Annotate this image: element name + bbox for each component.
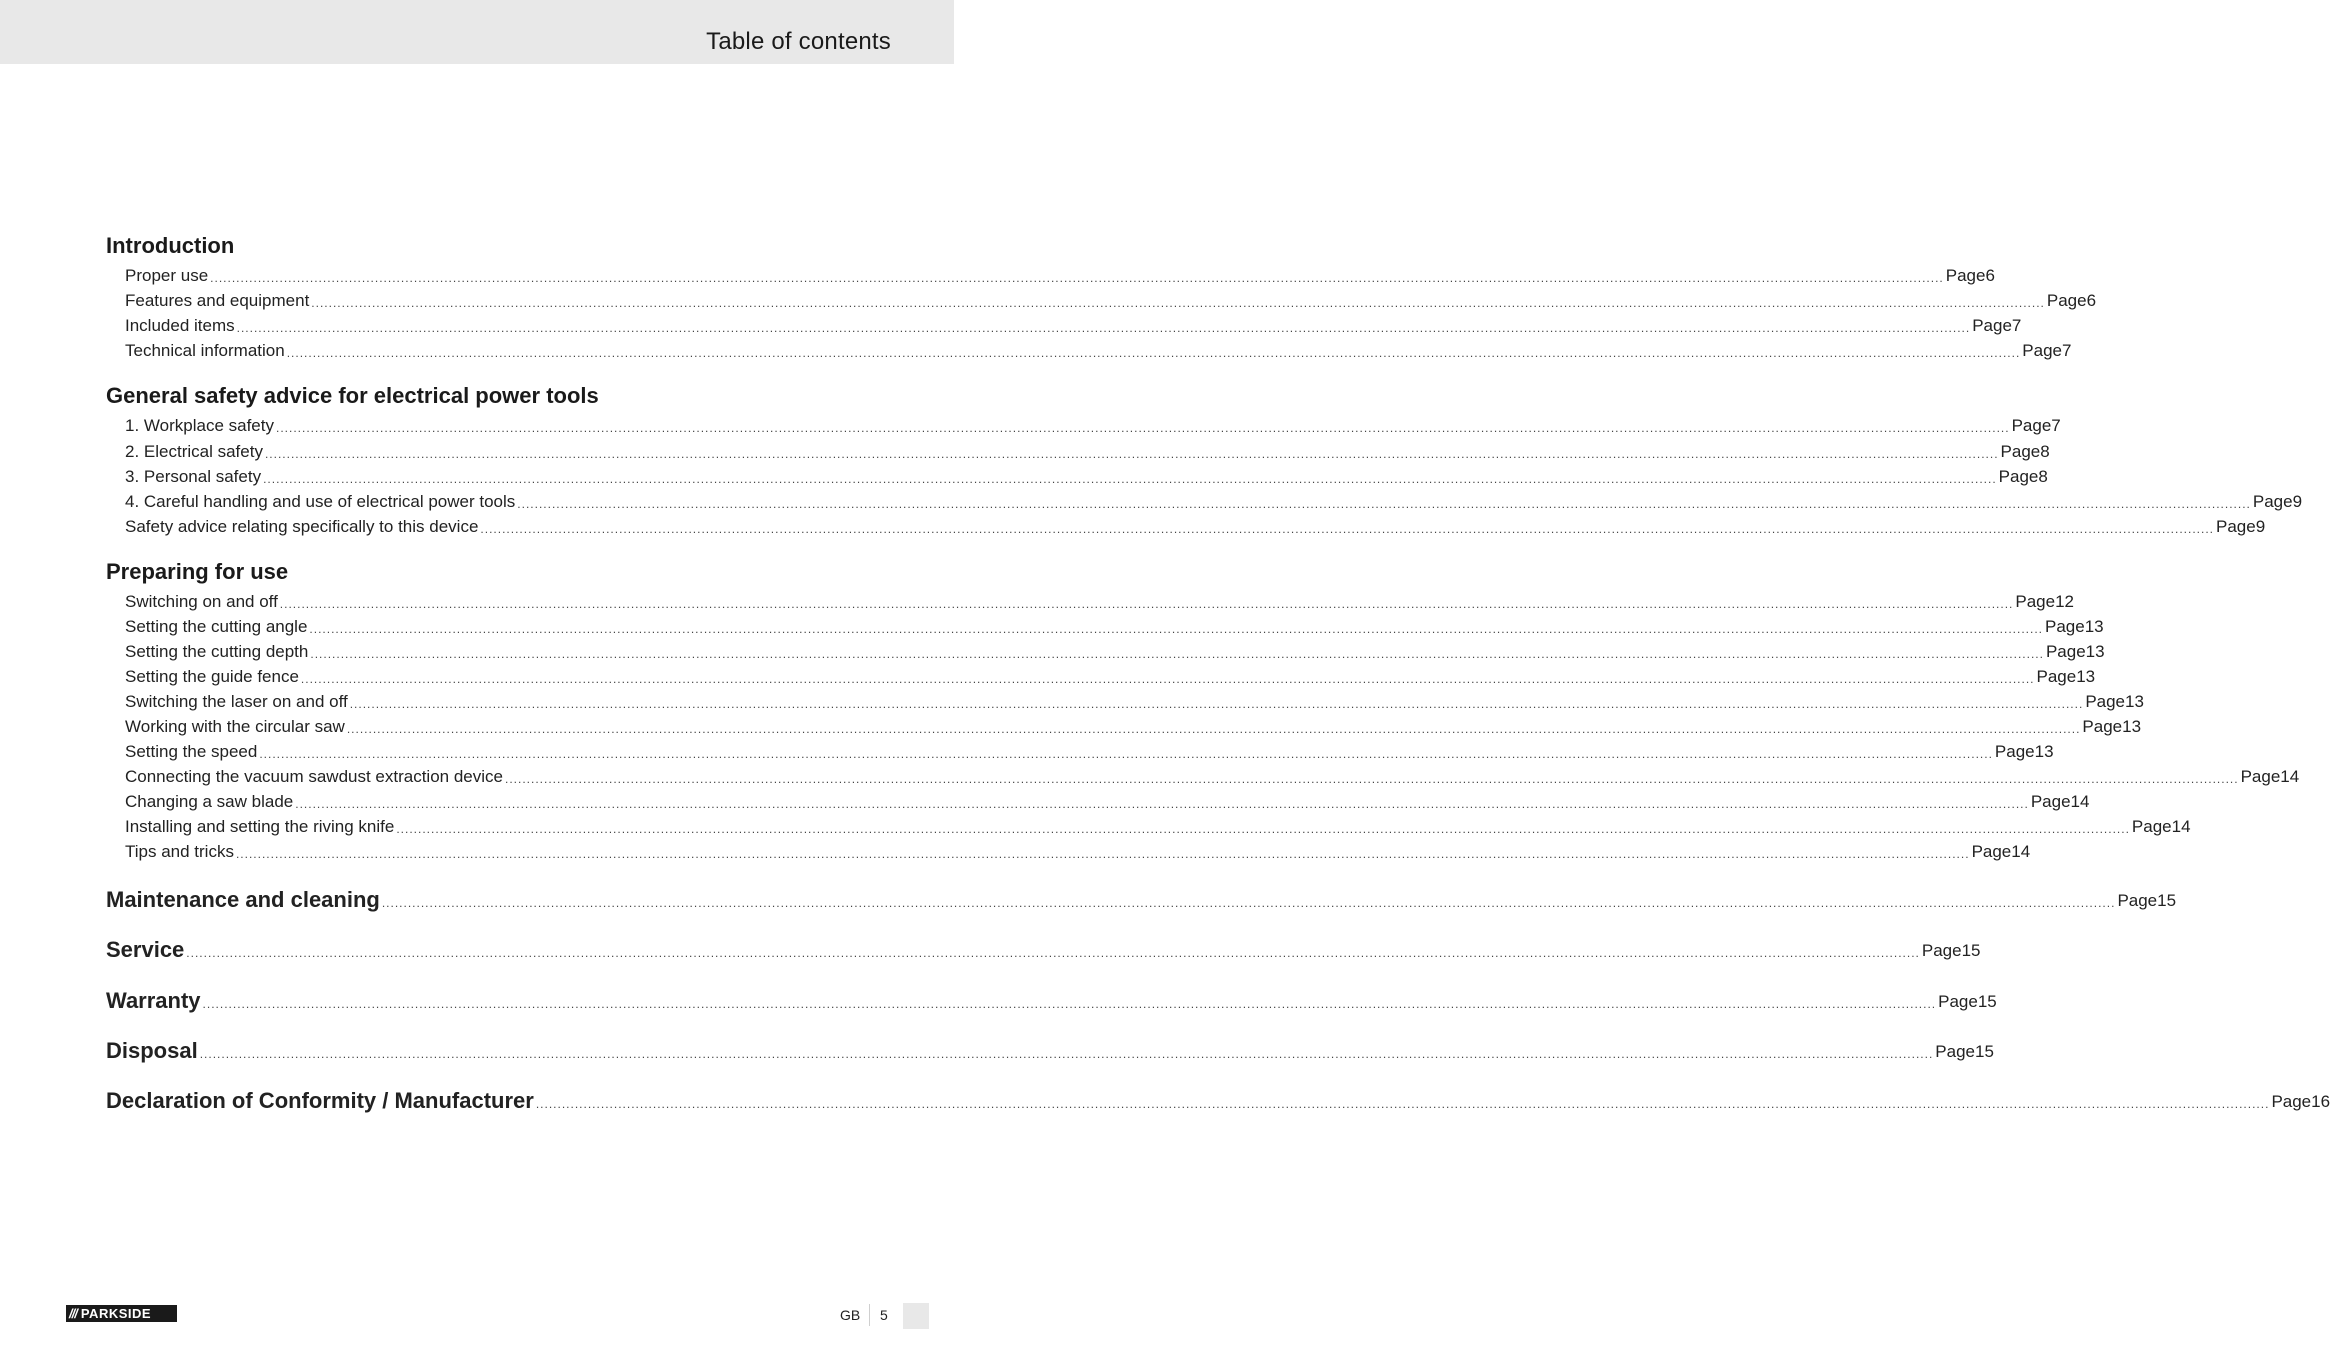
entry-page-number: 6	[1985, 266, 1995, 285]
main-entry-label: Warranty	[106, 988, 201, 1013]
section-title-preparing-for-use: Preparing for use	[106, 559, 289, 584]
dot-leader: ................................................................................................................................................................................................................................................................................................................................................................................................................	[286, 346, 2021, 360]
entry-label: Tips and tricks	[125, 842, 234, 861]
main-entry-label: Declaration of Conformity / Manufacturer	[106, 1088, 534, 1113]
page-number: 5	[880, 1307, 888, 1323]
entry-page-number: 13	[2085, 642, 2105, 661]
page-word: Page	[1938, 992, 1978, 1011]
dot-leader: ................................................................................................................................................................................................................................................................................................................................................................................................................	[381, 896, 2116, 910]
entry-page-number: 13	[2034, 742, 2054, 761]
entry-page-number: 15	[2157, 891, 2177, 910]
entry-label: 2. Electrical safety	[125, 442, 263, 461]
toc-entry[interactable]	[125, 813, 2191, 837]
entry-page-number: 9	[2292, 492, 2303, 511]
toc-entry[interactable]	[125, 688, 2144, 712]
page-word: Page	[2117, 891, 2158, 910]
entry-page-number: 7	[2062, 341, 2072, 360]
main-entry-label: Maintenance and cleaning	[106, 887, 380, 912]
entry-page-number: 13	[2125, 692, 2144, 711]
dot-leader: ................................................................................................................................................................................................................................................................................................................................................................................................................	[517, 497, 2251, 511]
section-title-general-safety: General safety advice for electrical power tools	[106, 383, 599, 408]
entry-label: Working with the circular saw	[125, 717, 345, 736]
toc-entry[interactable]	[125, 763, 2300, 787]
toc-entry[interactable]	[125, 613, 2104, 637]
toc-entry[interactable]	[125, 412, 2061, 436]
toc-main-entry[interactable]	[106, 933, 1981, 963]
page-word: Page	[2085, 692, 2126, 711]
page-word: Page	[1998, 467, 2039, 486]
page-word: Page	[2131, 817, 2172, 836]
entry-page-number: 13	[2076, 667, 2096, 686]
toc-entry[interactable]	[125, 312, 2022, 336]
entry-page-number: 14	[2011, 842, 2031, 861]
entry-page-number: 16	[2311, 1092, 2330, 1111]
page-word: Page	[2015, 592, 2056, 611]
page-word: Page	[2082, 717, 2123, 736]
entry-label: Included items	[125, 316, 235, 335]
entry-label: Technical information	[125, 341, 285, 360]
toc-main-entry[interactable]	[106, 1084, 2330, 1114]
entry-label: Connecting the vacuum sawdust extraction device	[125, 767, 503, 786]
page-word: Page	[2252, 492, 2293, 511]
toc-entry[interactable]	[125, 638, 2105, 662]
dot-leader: ................................................................................................................................................................................................................................................................................................................................................................................................................	[346, 722, 2081, 736]
page-word: Page	[1921, 941, 1962, 960]
dot-leader: ................................................................................................................................................................................................................................................................................................................................................................................................................	[349, 697, 2084, 711]
toc-entry[interactable]	[125, 262, 1995, 286]
dot-leader: ................................................................................................................................................................................................................................................................................................................................................................................................................	[396, 822, 2130, 836]
entry-page-number: 14	[2070, 792, 2090, 811]
entry-label: Setting the cutting angle	[125, 617, 308, 636]
page-word: Page	[2240, 767, 2281, 786]
logo-brand: PARKSIDE	[80, 1306, 152, 1321]
entry-page-number: 7	[2011, 316, 2022, 335]
main-entry-label: Disposal	[106, 1038, 198, 1063]
entry-label: Setting the cutting depth	[125, 642, 309, 661]
entry-label: Setting the speed	[125, 742, 258, 761]
page-word: Page	[1972, 316, 2012, 335]
entry-label: Changing a saw blade	[125, 792, 294, 811]
footer-tab-box	[903, 1303, 929, 1329]
entry-label: 1. Workplace safety	[125, 416, 274, 435]
toc-entry[interactable]	[125, 513, 2266, 537]
entry-label: Features and equipment	[125, 291, 310, 310]
entry-page-number: 15	[1975, 1042, 1994, 1061]
dot-leader: ................................................................................................................................................................................................................................................................................................................................................................................................................	[264, 447, 1999, 461]
entry-label: 3. Personal safety	[125, 467, 262, 486]
entry-page-number: 8	[2040, 442, 2050, 461]
entry-page-number: 15	[1961, 941, 1981, 960]
toc-entry[interactable]	[125, 738, 2054, 762]
entry-label: Setting the guide fence	[125, 667, 299, 686]
toc-entry[interactable]	[125, 838, 2031, 862]
section-title-introduction: Introduction	[106, 233, 235, 258]
language-code: GB	[840, 1307, 861, 1323]
dot-leader: ................................................................................................................................................................................................................................................................................................................................................................................................................	[300, 672, 2035, 686]
page-word: Page	[2022, 341, 2062, 360]
dot-leader: ................................................................................................................................................................................................................................................................................................................................................................................................................	[199, 1047, 1934, 1061]
toc-entry[interactable]	[125, 438, 2050, 462]
page-word: Page	[2045, 617, 2085, 636]
main-entry-label: Service	[106, 937, 185, 962]
page-word: Page	[1971, 842, 2012, 861]
toc-entry[interactable]	[125, 788, 2090, 812]
dot-leader: ................................................................................................................................................................................................................................................................................................................................................................................................................	[263, 472, 1997, 486]
logo-slashes: ///	[69, 1306, 77, 1321]
dot-leader: ................................................................................................................................................................................................................................................................................................................................................................................................................	[236, 321, 1971, 335]
entry-page-number: 13	[2084, 617, 2104, 636]
dot-leader: ................................................................................................................................................................................................................................................................................................................................................................................................................	[279, 597, 2014, 611]
dot-leader: ................................................................................................................................................................................................................................................................................................................................................................................................................	[295, 797, 2029, 811]
toc-entry[interactable]	[125, 663, 2096, 687]
dot-leader: ................................................................................................................................................................................................................................................................................................................................................................................................................	[235, 847, 1970, 861]
entry-page-number: 9	[2255, 517, 2266, 536]
dot-leader: ................................................................................................................................................................................................................................................................................................................................................................................................................	[275, 421, 2010, 435]
page-word: Page	[2011, 416, 2052, 435]
page-word: Page	[2030, 792, 2071, 811]
dot-leader: ................................................................................................................................................................................................................................................................................................................................................................................................................	[202, 997, 1937, 1011]
page-word: Page	[1935, 1042, 1975, 1061]
page-title: Table of contents	[706, 28, 891, 55]
toc-entry[interactable]	[125, 713, 2142, 737]
entry-label: Switching the laser on and off	[125, 692, 348, 711]
page-word: Page	[2000, 442, 2041, 461]
entry-label: 4. Careful handling and use of electrical power tools	[125, 492, 516, 511]
dot-leader: ................................................................................................................................................................................................................................................................................................................................................................................................................	[311, 296, 2045, 310]
entry-page-number: 6	[2086, 291, 2097, 310]
dot-leader: ................................................................................................................................................................................................................................................................................................................................................................................................................	[210, 271, 1944, 285]
entry-page-number: 8	[2038, 467, 2048, 486]
toc-entry[interactable]	[125, 488, 2303, 512]
page-word: Page	[1945, 266, 1986, 285]
entry-page-number: 14	[2171, 817, 2191, 836]
entry-label: Proper use	[125, 266, 209, 285]
entry-page-number: 14	[2280, 767, 2300, 786]
toc-entry[interactable]	[125, 287, 2097, 311]
entry-page-number: 13	[2122, 717, 2142, 736]
page-word: Page	[1994, 742, 2035, 761]
toc-main-entry[interactable]	[106, 1034, 1994, 1064]
footer-divider	[869, 1304, 870, 1326]
dot-leader: ................................................................................................................................................................................................................................................................................................................................................................................................................	[535, 1097, 2270, 1111]
dot-leader: ................................................................................................................................................................................................................................................................................................................................................................................................................	[186, 946, 1920, 960]
toc-main-entry[interactable]	[106, 883, 2177, 913]
page-word: Page	[2046, 291, 2087, 310]
entry-page-number: 12	[2055, 592, 2075, 611]
entry-label: Switching on and off	[125, 592, 278, 611]
page-word: Page	[2045, 642, 2086, 661]
entry-page-number: 15	[1977, 992, 1997, 1011]
dot-leader: ................................................................................................................................................................................................................................................................................................................................................................................................................	[259, 747, 1993, 761]
dot-leader: ................................................................................................................................................................................................................................................................................................................................................................................................................	[309, 622, 2044, 636]
dot-leader: ................................................................................................................................................................................................................................................................................................................................................................................................................	[310, 647, 2044, 661]
entry-label: Safety advice relating specifically to this device	[125, 517, 479, 536]
dot-leader: ................................................................................................................................................................................................................................................................................................................................................................................................................	[504, 772, 2239, 786]
page-word: Page	[2271, 1092, 2312, 1111]
page-word: Page	[2216, 517, 2256, 536]
toc-entry[interactable]	[125, 463, 2048, 487]
parkside-logo	[66, 1305, 177, 1322]
toc-entry[interactable]	[125, 337, 2072, 361]
entry-label: Installing and setting the riving knife	[125, 817, 395, 836]
toc-main-entry[interactable]	[106, 984, 1997, 1014]
entry-page-number: 7	[2051, 416, 2061, 435]
page-word: Page	[2036, 667, 2077, 686]
toc-entry[interactable]	[125, 588, 2075, 612]
dot-leader: ................................................................................................................................................................................................................................................................................................................................................................................................................	[480, 522, 2214, 536]
